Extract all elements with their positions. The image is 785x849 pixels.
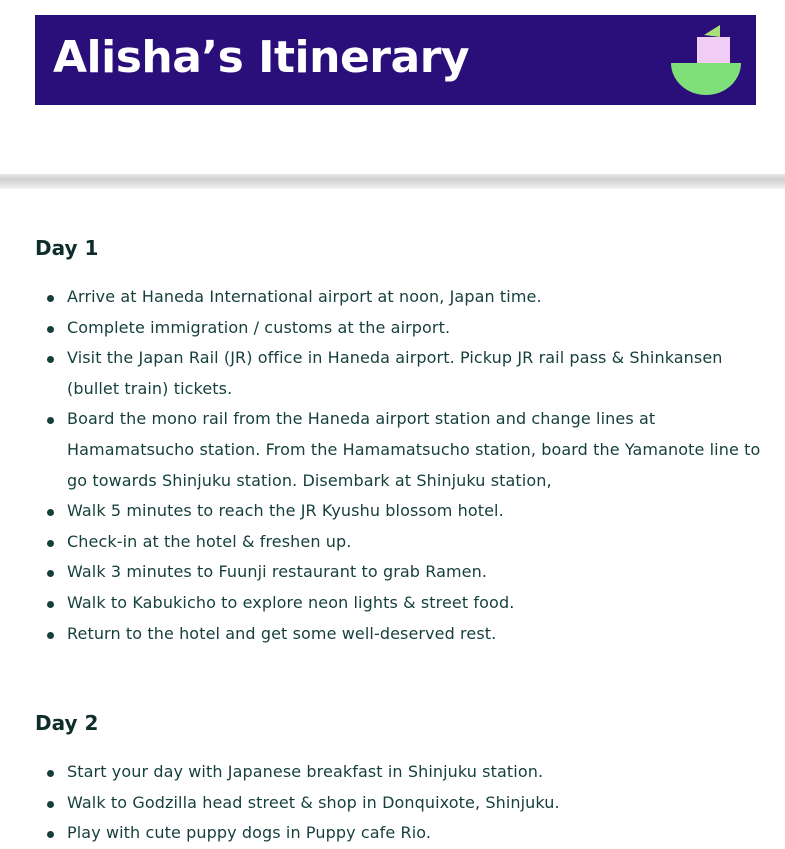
list-item: Walk 5 minutes to reach the JR Kyushu blossom hotel. <box>67 496 767 527</box>
list-item: Walk 3 minutes to Fuunji restaurant to grab Ramen. <box>67 557 767 588</box>
list-item: Start your day with Japanese breakfast in Shinjuku station. <box>67 757 767 788</box>
list-item: Walk to Godzilla head street & shop in Donquixote, Shinjuku. <box>67 788 767 819</box>
day-2-list <box>67 757 767 849</box>
day-2-heading: Day 2 <box>35 711 99 735</box>
boat-icon <box>668 21 746 99</box>
day-1-heading: Day 1 <box>35 236 99 260</box>
day-1-list <box>67 282 767 649</box>
list-item: Arrive at Haneda International airport at noon, Japan time. <box>67 282 767 313</box>
list-item: Board the mono rail from the Haneda airport station and change lines at Hamamatsucho station. From the Hamamatsucho station, board the Yamanote line to go towards Shinjuku station. Disembark at Shinjuku station, <box>67 404 767 496</box>
section-divider <box>0 174 785 189</box>
list-item: Complete immigration / customs at the airport. <box>67 313 767 344</box>
list-item: Play with cute puppy dogs in Puppy cafe Rio. <box>67 818 767 849</box>
list-item: Check-in at the hotel & freshen up. <box>67 527 767 558</box>
page-title: Alisha’s Itinerary <box>53 32 470 83</box>
header-banner <box>35 15 756 105</box>
list-item: Visit the Japan Rail (JR) office in Haneda airport. Pickup JR rail pass & Shinkansen (bullet train) tickets. <box>67 343 767 404</box>
list-item: Return to the hotel and get some well-deserved rest. <box>67 619 767 650</box>
list-item: Walk to Kabukicho to explore neon lights & street food. <box>67 588 767 619</box>
